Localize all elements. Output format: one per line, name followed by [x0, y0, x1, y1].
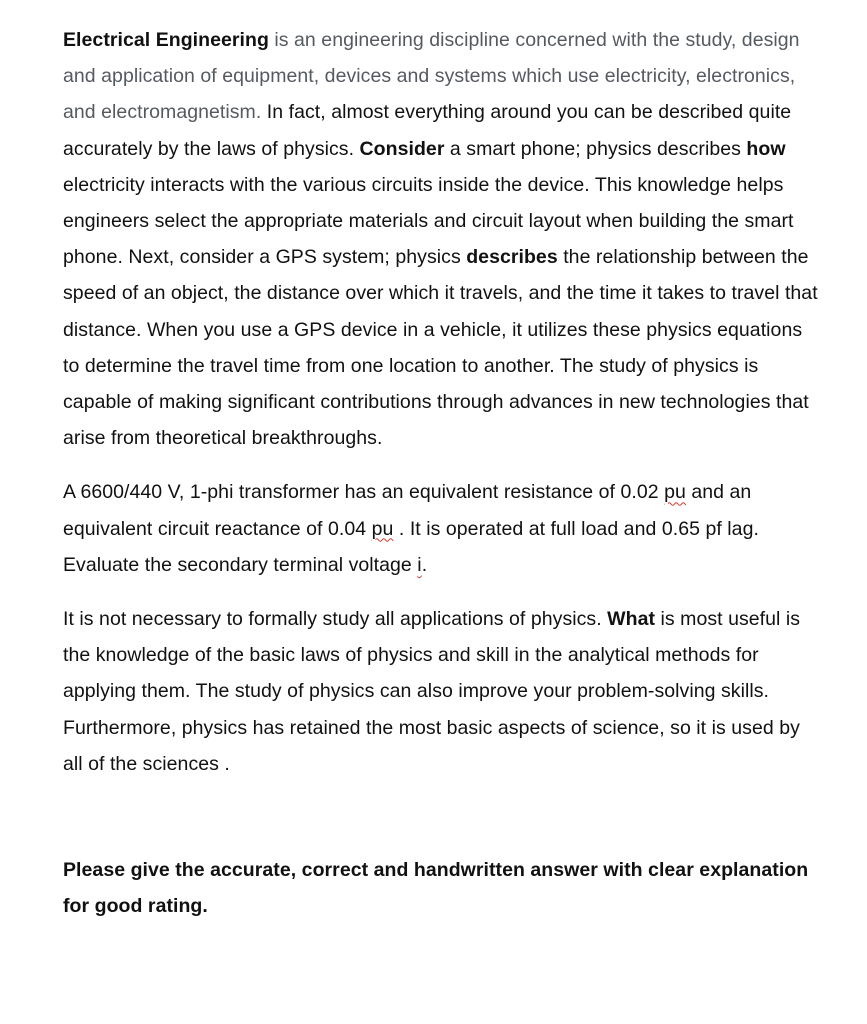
bold-word-how: how — [746, 137, 786, 160]
question-text: and an equivalent circuit reactance of 0.04 — [63, 481, 752, 540]
request-text: Please give the accurate, correct and handwritten answer with clear explanation for good rating. — [63, 859, 809, 918]
paragraph-text: It is not necessary to formally study all applications of physics. — [63, 608, 608, 631]
closing-paragraph — [63, 601, 823, 782]
bold-word-describes: describes — [466, 246, 558, 269]
bold-word-what: What — [607, 608, 656, 631]
intro-paragraph — [63, 22, 823, 456]
paragraph-text: the relationship between the speed of an object, the distance over which it travels, and the time it takes to travel that distance. When you use a GPS device in a vehicle, it utilizes these physics equations to determine the travel time from one location to another. The study of physics is capable of making significant contributions through advances in new technologies that arise from theoretical breakthroughs. — [63, 246, 818, 450]
intro-title: Electrical Engineering — [63, 29, 269, 51]
question-text: . It is operated at full load and 0.65 pf lag. Evaluate the secondary terminal voltage — [63, 517, 759, 576]
bold-word-consider: Consider — [359, 137, 445, 160]
spellcheck-word-pu: pu — [664, 481, 686, 504]
spellcheck-word-pu: pu — [371, 517, 394, 540]
question-text: . — [421, 553, 428, 576]
spellcheck-word-i: i — [417, 553, 422, 576]
question-text: A 6600/440 V, 1-phi transformer has an equivalent resistance of 0.02 — [63, 481, 665, 504]
definition-text: is an engineering discipline concerned with the study, design and application of equipment, devices and systems which use electricity, electronics, and electromagnetism. — [63, 29, 800, 124]
paragraph-text: a smart phone; physics describes — [444, 137, 747, 160]
paragraph-text: is most useful is the knowledge of the basic laws of physics and skill in the analytical methods for applying them. The study of physics can also improve your problem-solving skills. Furthermore, physics has retained the most basic aspects of science, so it is used by all of the sciences . — [63, 608, 801, 775]
paragraph-text: In fact, almost everything around you can be described quite accurately by the laws of physics. — [63, 101, 792, 160]
question-paragraph — [63, 474, 823, 583]
paragraph-text: electricity interacts with the various circuits inside the device. This knowledge helps engineers select the appropriate materials and circuit layout when building the smart phone. Next, consider a GPS system; physics — [63, 173, 794, 269]
request-paragraph — [63, 852, 823, 924]
document-page — [63, 22, 823, 924]
